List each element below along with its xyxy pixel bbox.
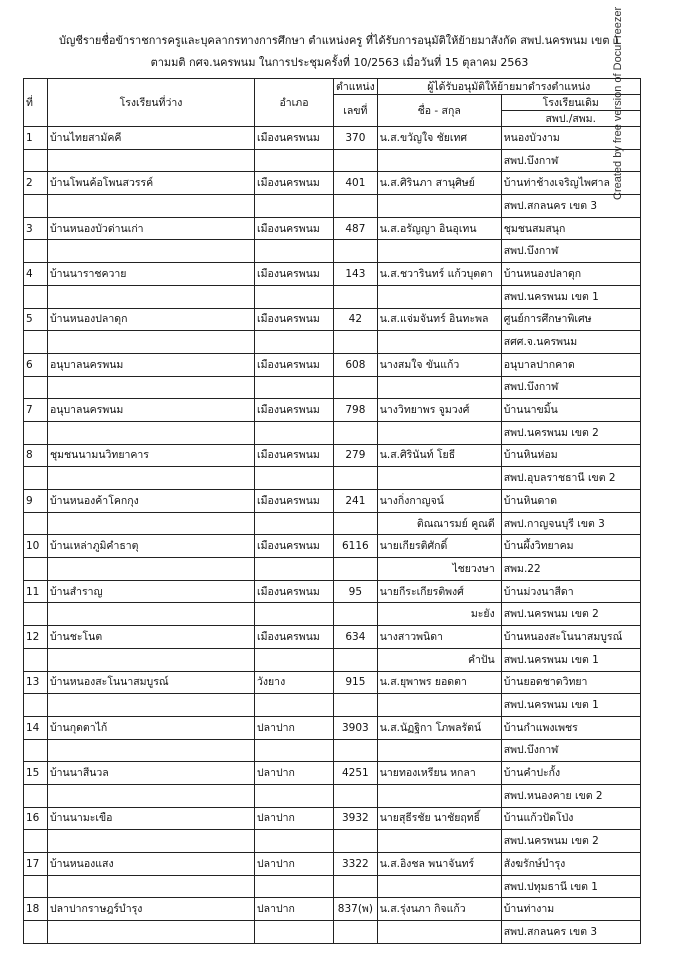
row-origin-school: บ้านแก้วปัดโป่ง [501, 807, 640, 830]
row-origin-school: บ้านหินห่อม [501, 444, 640, 467]
row-blank [334, 421, 378, 444]
row-school: ปลาปากราษฎร์บำรุง [48, 898, 255, 921]
row-blank [334, 376, 378, 399]
table-row-continuation [24, 285, 641, 308]
header-no: ที่ [24, 79, 48, 127]
row-district: ปลาปาก [255, 716, 334, 739]
row-origin-school: บ้านนาขมิ้น [501, 399, 640, 422]
row-district: ปลาปาก [255, 853, 334, 876]
row-name: น.ส.รุ่งนภา กิจแก้ว [377, 898, 501, 921]
row-name-continued [377, 739, 501, 762]
row-origin-school: บ้านท่าช้างเจริญไพศาล [501, 172, 640, 195]
row-blank [255, 921, 334, 944]
row-blank [255, 467, 334, 490]
row-school: บ้านกุดตาไก้ [48, 716, 255, 739]
row-origin-school: ชุมชนสมสนุก [501, 217, 640, 240]
header-group: ผู้ได้รับอนุมัติให้ย้ายมาดำรงตำแหน่ง [377, 79, 640, 95]
table-row [24, 626, 641, 649]
row-blank [48, 331, 255, 354]
table-row-continuation [24, 784, 641, 807]
row-position-number: 143 [334, 263, 378, 286]
row-position-number: 915 [334, 671, 378, 694]
table-row-continuation [24, 921, 641, 944]
transfer-table [23, 78, 641, 944]
row-district: เมืองนครพนม [255, 353, 334, 376]
row-blank [334, 512, 378, 535]
row-blank [48, 784, 255, 807]
row-position-number: 42 [334, 308, 378, 331]
row-origin-area: สพป.นครพนม เขต 2 [501, 830, 640, 853]
row-number: 8 [24, 444, 48, 467]
row-number: 1 [24, 127, 48, 150]
row-number: 14 [24, 716, 48, 739]
table-row [24, 353, 641, 376]
row-name: น.ส.นัฏฐิกา โภพลรัตน์ [377, 716, 501, 739]
row-blank [48, 921, 255, 944]
row-name-continued [377, 694, 501, 717]
row-name-continued [377, 921, 501, 944]
row-blank [24, 467, 48, 490]
row-name-continued [377, 240, 501, 263]
row-blank [255, 240, 334, 263]
table-row [24, 263, 641, 286]
row-origin-area: สพป.นครพนม เขต 2 [501, 603, 640, 626]
row-origin-school: บ้านท่างาม [501, 898, 640, 921]
row-blank [48, 285, 255, 308]
row-district: วังยาง [255, 671, 334, 694]
table-row [24, 535, 641, 558]
row-school: บ้านเหล่าภูมิคำธาตุ [48, 535, 255, 558]
row-name-continued [377, 331, 501, 354]
row-blank [255, 603, 334, 626]
row-origin-school: บ้านยอดชาดวิทยา [501, 671, 640, 694]
row-origin-area: สพป.นครพนม เขต 1 [501, 285, 640, 308]
table-row-continuation [24, 739, 641, 762]
row-school: บ้านหนองแสง [48, 853, 255, 876]
row-blank [24, 149, 48, 172]
row-school: บ้านหนองค้าโคกกุง [48, 490, 255, 513]
row-name: นางกิ่งกาญจน์ [377, 490, 501, 513]
row-blank [334, 739, 378, 762]
row-blank [24, 921, 48, 944]
row-origin-school: อนุบาลปากคาด [501, 353, 640, 376]
row-number: 7 [24, 399, 48, 422]
row-name: นายเกียรติศักดิ์ [377, 535, 501, 558]
row-blank [255, 648, 334, 671]
table-row-continuation [24, 467, 641, 490]
row-origin-area: สพป.หนองคาย เขต 2 [501, 784, 640, 807]
row-origin-school: สังฆรักษ์บำรุง [501, 853, 640, 876]
row-blank [255, 195, 334, 218]
header-origin-top: โรงเรียนเดิม [501, 95, 640, 111]
row-origin-area: สพป.สกลนคร เขต 3 [501, 921, 640, 944]
row-origin-school: บ้านหินดาด [501, 490, 640, 513]
row-blank [334, 331, 378, 354]
row-name-continued [377, 285, 501, 308]
row-blank [24, 240, 48, 263]
row-blank [48, 739, 255, 762]
row-district: เมืองนครพนม [255, 217, 334, 240]
row-school: บ้านหนองสะโนนาสมบูรณ์ [48, 671, 255, 694]
row-origin-area: สพป.บึงกาฬ [501, 149, 640, 172]
row-name-continued [377, 830, 501, 853]
header-school: โรงเรียนที่ว่าง [48, 79, 255, 127]
row-name: น.ส.อิงชล พนาจันทร์ [377, 853, 501, 876]
row-name-continued [377, 376, 501, 399]
row-name: น.ส.ชวารินทร์ แก้วบุตตา [377, 263, 501, 286]
row-blank [334, 558, 378, 581]
table-row [24, 580, 641, 603]
row-number: 18 [24, 898, 48, 921]
row-name-continued [377, 784, 501, 807]
header-district: อำเภอ [255, 79, 334, 127]
row-school: บ้านหนองบัวด่านเก่า [48, 217, 255, 240]
table-row [24, 217, 641, 240]
row-number: 15 [24, 762, 48, 785]
row-district: เมืองนครพนม [255, 263, 334, 286]
row-name: นางสมใจ ขันแก้ว [377, 353, 501, 376]
row-number: 11 [24, 580, 48, 603]
header-name: ชื่อ - สกุล [377, 95, 501, 127]
row-name-continued [377, 421, 501, 444]
row-origin-area: สพป.สกลนคร เขต 3 [501, 195, 640, 218]
header-position-bottom: เลขที่ [334, 95, 378, 127]
row-position-number: 401 [334, 172, 378, 195]
row-position-number: 3932 [334, 807, 378, 830]
row-origin-area: สพป.นครพนม เขต 1 [501, 694, 640, 717]
row-district: เมืองนครพนม [255, 490, 334, 513]
row-position-number: 634 [334, 626, 378, 649]
row-position-number: 279 [334, 444, 378, 467]
row-blank [24, 331, 48, 354]
row-district: เมืองนครพนม [255, 399, 334, 422]
row-blank [334, 603, 378, 626]
row-name-continued [377, 195, 501, 218]
row-school: บ้านโพนค้อโพนสวรรค์ [48, 172, 255, 195]
row-position-number: 241 [334, 490, 378, 513]
row-name: นางสาวพนิดา [377, 626, 501, 649]
row-name-continued: มะยัง [377, 603, 501, 626]
row-name-continued [377, 149, 501, 172]
row-name-continued: ติณณารมย์ คูณดี [377, 512, 501, 535]
row-origin-area: สพป.กาญจนบุรี เขต 3 [501, 512, 640, 535]
row-name: นายทองเหรียน หกลา [377, 762, 501, 785]
row-origin-school: บ้านคำปะกั้ง [501, 762, 640, 785]
row-position-number: 3322 [334, 853, 378, 876]
document-subtitle: ตามมติ กศจ.นครพนม ในการประชุมครั้งที่ 10/2563 เมื่อวันที่ 15 ตุลาคม 2563 [150, 56, 529, 69]
row-origin-area: สพป.ปทุมธานี เขต 1 [501, 875, 640, 898]
row-position-number: 837(พ) [334, 898, 378, 921]
row-blank [24, 739, 48, 762]
row-blank [48, 240, 255, 263]
row-school: อนุบาลนครพนม [48, 353, 255, 376]
row-district: เมืองนครพนม [255, 172, 334, 195]
row-school: บ้านหนองปลาดุก [48, 308, 255, 331]
row-name: น.ส.อรัญญา อินอุเทน [377, 217, 501, 240]
row-blank [48, 694, 255, 717]
row-origin-area: สพป.บึงกาฬ [501, 240, 640, 263]
row-name: น.ส.ยุพาพร ยอดตา [377, 671, 501, 694]
row-blank [255, 285, 334, 308]
row-blank [24, 195, 48, 218]
header-origin-bottom: สพป./สพม. [501, 111, 640, 127]
row-name: น.ส.ขวัญใจ ชัยเทศ [377, 127, 501, 150]
row-blank [24, 285, 48, 308]
table-row-continuation [24, 558, 641, 581]
table-body [24, 127, 641, 944]
row-school: บ้านชะโนต [48, 626, 255, 649]
row-name: น.ส.ศิรินภา สานุศิษย์ [377, 172, 501, 195]
row-origin-area: สพป.อุบลราชธานี เขต 2 [501, 467, 640, 490]
row-blank [24, 875, 48, 898]
row-blank [48, 195, 255, 218]
row-number: 5 [24, 308, 48, 331]
table-row [24, 807, 641, 830]
row-blank [334, 648, 378, 671]
table-row-continuation [24, 603, 641, 626]
row-blank [334, 240, 378, 263]
row-origin-area: สพป.นครพนม เขต 1 [501, 648, 640, 671]
row-name-continued: คำปัน [377, 648, 501, 671]
row-origin-school: บ้านผึ้งวิทยาคม [501, 535, 640, 558]
table-row-continuation [24, 512, 641, 535]
row-blank [255, 875, 334, 898]
table-row [24, 399, 641, 422]
row-blank [24, 694, 48, 717]
table-row [24, 671, 641, 694]
row-position-number: 3903 [334, 716, 378, 739]
row-district: ปลาปาก [255, 898, 334, 921]
table-row [24, 308, 641, 331]
row-blank [334, 875, 378, 898]
row-blank [24, 830, 48, 853]
row-district: เมืองนครพนม [255, 535, 334, 558]
row-blank [24, 421, 48, 444]
row-blank [255, 331, 334, 354]
row-name: น.ส.แจ่มจันทร์ อินทะพล [377, 308, 501, 331]
row-name-continued [377, 467, 501, 490]
row-origin-school: ศูนย์การศึกษาพิเศษ [501, 308, 640, 331]
row-blank [48, 421, 255, 444]
row-number: 3 [24, 217, 48, 240]
row-origin-school: บ้านกำแพงเพชร [501, 716, 640, 739]
row-blank [255, 784, 334, 807]
table-row-continuation [24, 195, 641, 218]
table-row [24, 898, 641, 921]
row-number: 12 [24, 626, 48, 649]
row-blank [255, 149, 334, 172]
row-blank [334, 921, 378, 944]
row-origin-school: บ้านม่วงนาสีดา [501, 580, 640, 603]
row-origin-area: สพม.22 [501, 558, 640, 581]
row-position-number: 95 [334, 580, 378, 603]
table-row-continuation [24, 830, 641, 853]
row-blank [255, 694, 334, 717]
table-row-continuation [24, 376, 641, 399]
row-number: 17 [24, 853, 48, 876]
row-number: 16 [24, 807, 48, 830]
row-blank [48, 512, 255, 535]
row-position-number: 798 [334, 399, 378, 422]
row-blank [255, 739, 334, 762]
table-row [24, 762, 641, 785]
row-name: นายกีระเกียรติพงศ์ [377, 580, 501, 603]
row-position-number: 4251 [334, 762, 378, 785]
row-number: 6 [24, 353, 48, 376]
row-blank [334, 195, 378, 218]
row-origin-school: บ้านหนองปลาดุก [501, 263, 640, 286]
row-position-number: 6116 [334, 535, 378, 558]
row-origin-school: บ้านหนองสะโนนาสมบูรณ์ [501, 626, 640, 649]
row-blank [48, 149, 255, 172]
row-name: น.ส.ศิรินันท์ โยธี [377, 444, 501, 467]
row-origin-school: หนองบัวงาม [501, 127, 640, 150]
row-number: 10 [24, 535, 48, 558]
row-origin-area: สศศ.จ.นครพนม [501, 331, 640, 354]
row-name: นางวิทยาพร จูมวงศ์ [377, 399, 501, 422]
row-number: 9 [24, 490, 48, 513]
row-origin-area: สพป.บึงกาฬ [501, 739, 640, 762]
row-district: เมืองนครพนม [255, 308, 334, 331]
row-blank [48, 467, 255, 490]
row-blank [48, 603, 255, 626]
row-school: ชุมชนนามนวิทยาคาร [48, 444, 255, 467]
row-number: 4 [24, 263, 48, 286]
row-blank [24, 603, 48, 626]
row-blank [24, 648, 48, 671]
row-blank [24, 558, 48, 581]
row-school: อนุบาลนครพนม [48, 399, 255, 422]
row-origin-area: สพป.บึงกาฬ [501, 376, 640, 399]
row-blank [334, 694, 378, 717]
row-name: นายสุธีรชัย นาชัยฤทธิ์ [377, 807, 501, 830]
row-district: เมืองนครพนม [255, 127, 334, 150]
table-row-continuation [24, 694, 641, 717]
header-position-top: ตำแหน่ง [334, 79, 378, 95]
table-header [24, 79, 641, 127]
row-origin-area: สพป.นครพนม เขต 2 [501, 421, 640, 444]
row-school: บ้านนามะเขือ [48, 807, 255, 830]
row-blank [48, 558, 255, 581]
row-blank [255, 512, 334, 535]
row-blank [255, 558, 334, 581]
row-blank [48, 875, 255, 898]
row-blank [255, 830, 334, 853]
table-row [24, 716, 641, 739]
table-row-continuation [24, 331, 641, 354]
row-name-continued: ไชยวงษา [377, 558, 501, 581]
table-row-continuation [24, 240, 641, 263]
table-row-continuation [24, 875, 641, 898]
table-row-continuation [24, 149, 641, 172]
row-position-number: 608 [334, 353, 378, 376]
row-district: ปลาปาก [255, 762, 334, 785]
table-row-continuation [24, 421, 641, 444]
table-row [24, 172, 641, 195]
row-school: บ้านไทยสามัคคี [48, 127, 255, 150]
row-blank [334, 467, 378, 490]
row-blank [334, 784, 378, 807]
row-district: ปลาปาก [255, 807, 334, 830]
table-row [24, 490, 641, 513]
row-blank [255, 376, 334, 399]
row-blank [48, 648, 255, 671]
table-row [24, 127, 641, 150]
row-position-number: 370 [334, 127, 378, 150]
row-blank [24, 784, 48, 807]
table-row [24, 853, 641, 876]
row-blank [48, 376, 255, 399]
docufreezer-watermark: Created by free version of DocuFreezer [612, 6, 624, 200]
row-blank [24, 512, 48, 535]
row-blank [334, 830, 378, 853]
table-row [24, 444, 641, 467]
table-row-continuation [24, 648, 641, 671]
row-number: 13 [24, 671, 48, 694]
document-title: บัญชีรายชื่อข้าราชการครูและบุคลากรทางการศึกษา ตำแหน่งครู ที่ได้รับการอนุมัติให้ย้ายมาสังกัด สพป.นครพนม เขต 1 [59, 34, 620, 47]
row-school: บ้านนาราชควาย [48, 263, 255, 286]
row-name-continued [377, 875, 501, 898]
row-blank [24, 376, 48, 399]
row-school: บ้านนาสีนวล [48, 762, 255, 785]
row-position-number: 487 [334, 217, 378, 240]
row-district: เมืองนครพนม [255, 444, 334, 467]
row-blank [48, 830, 255, 853]
row-district: เมืองนครพนม [255, 580, 334, 603]
row-blank [334, 285, 378, 308]
row-blank [255, 421, 334, 444]
row-district: เมืองนครพนม [255, 626, 334, 649]
row-blank [334, 149, 378, 172]
row-school: บ้านสำราญ [48, 580, 255, 603]
row-number: 2 [24, 172, 48, 195]
